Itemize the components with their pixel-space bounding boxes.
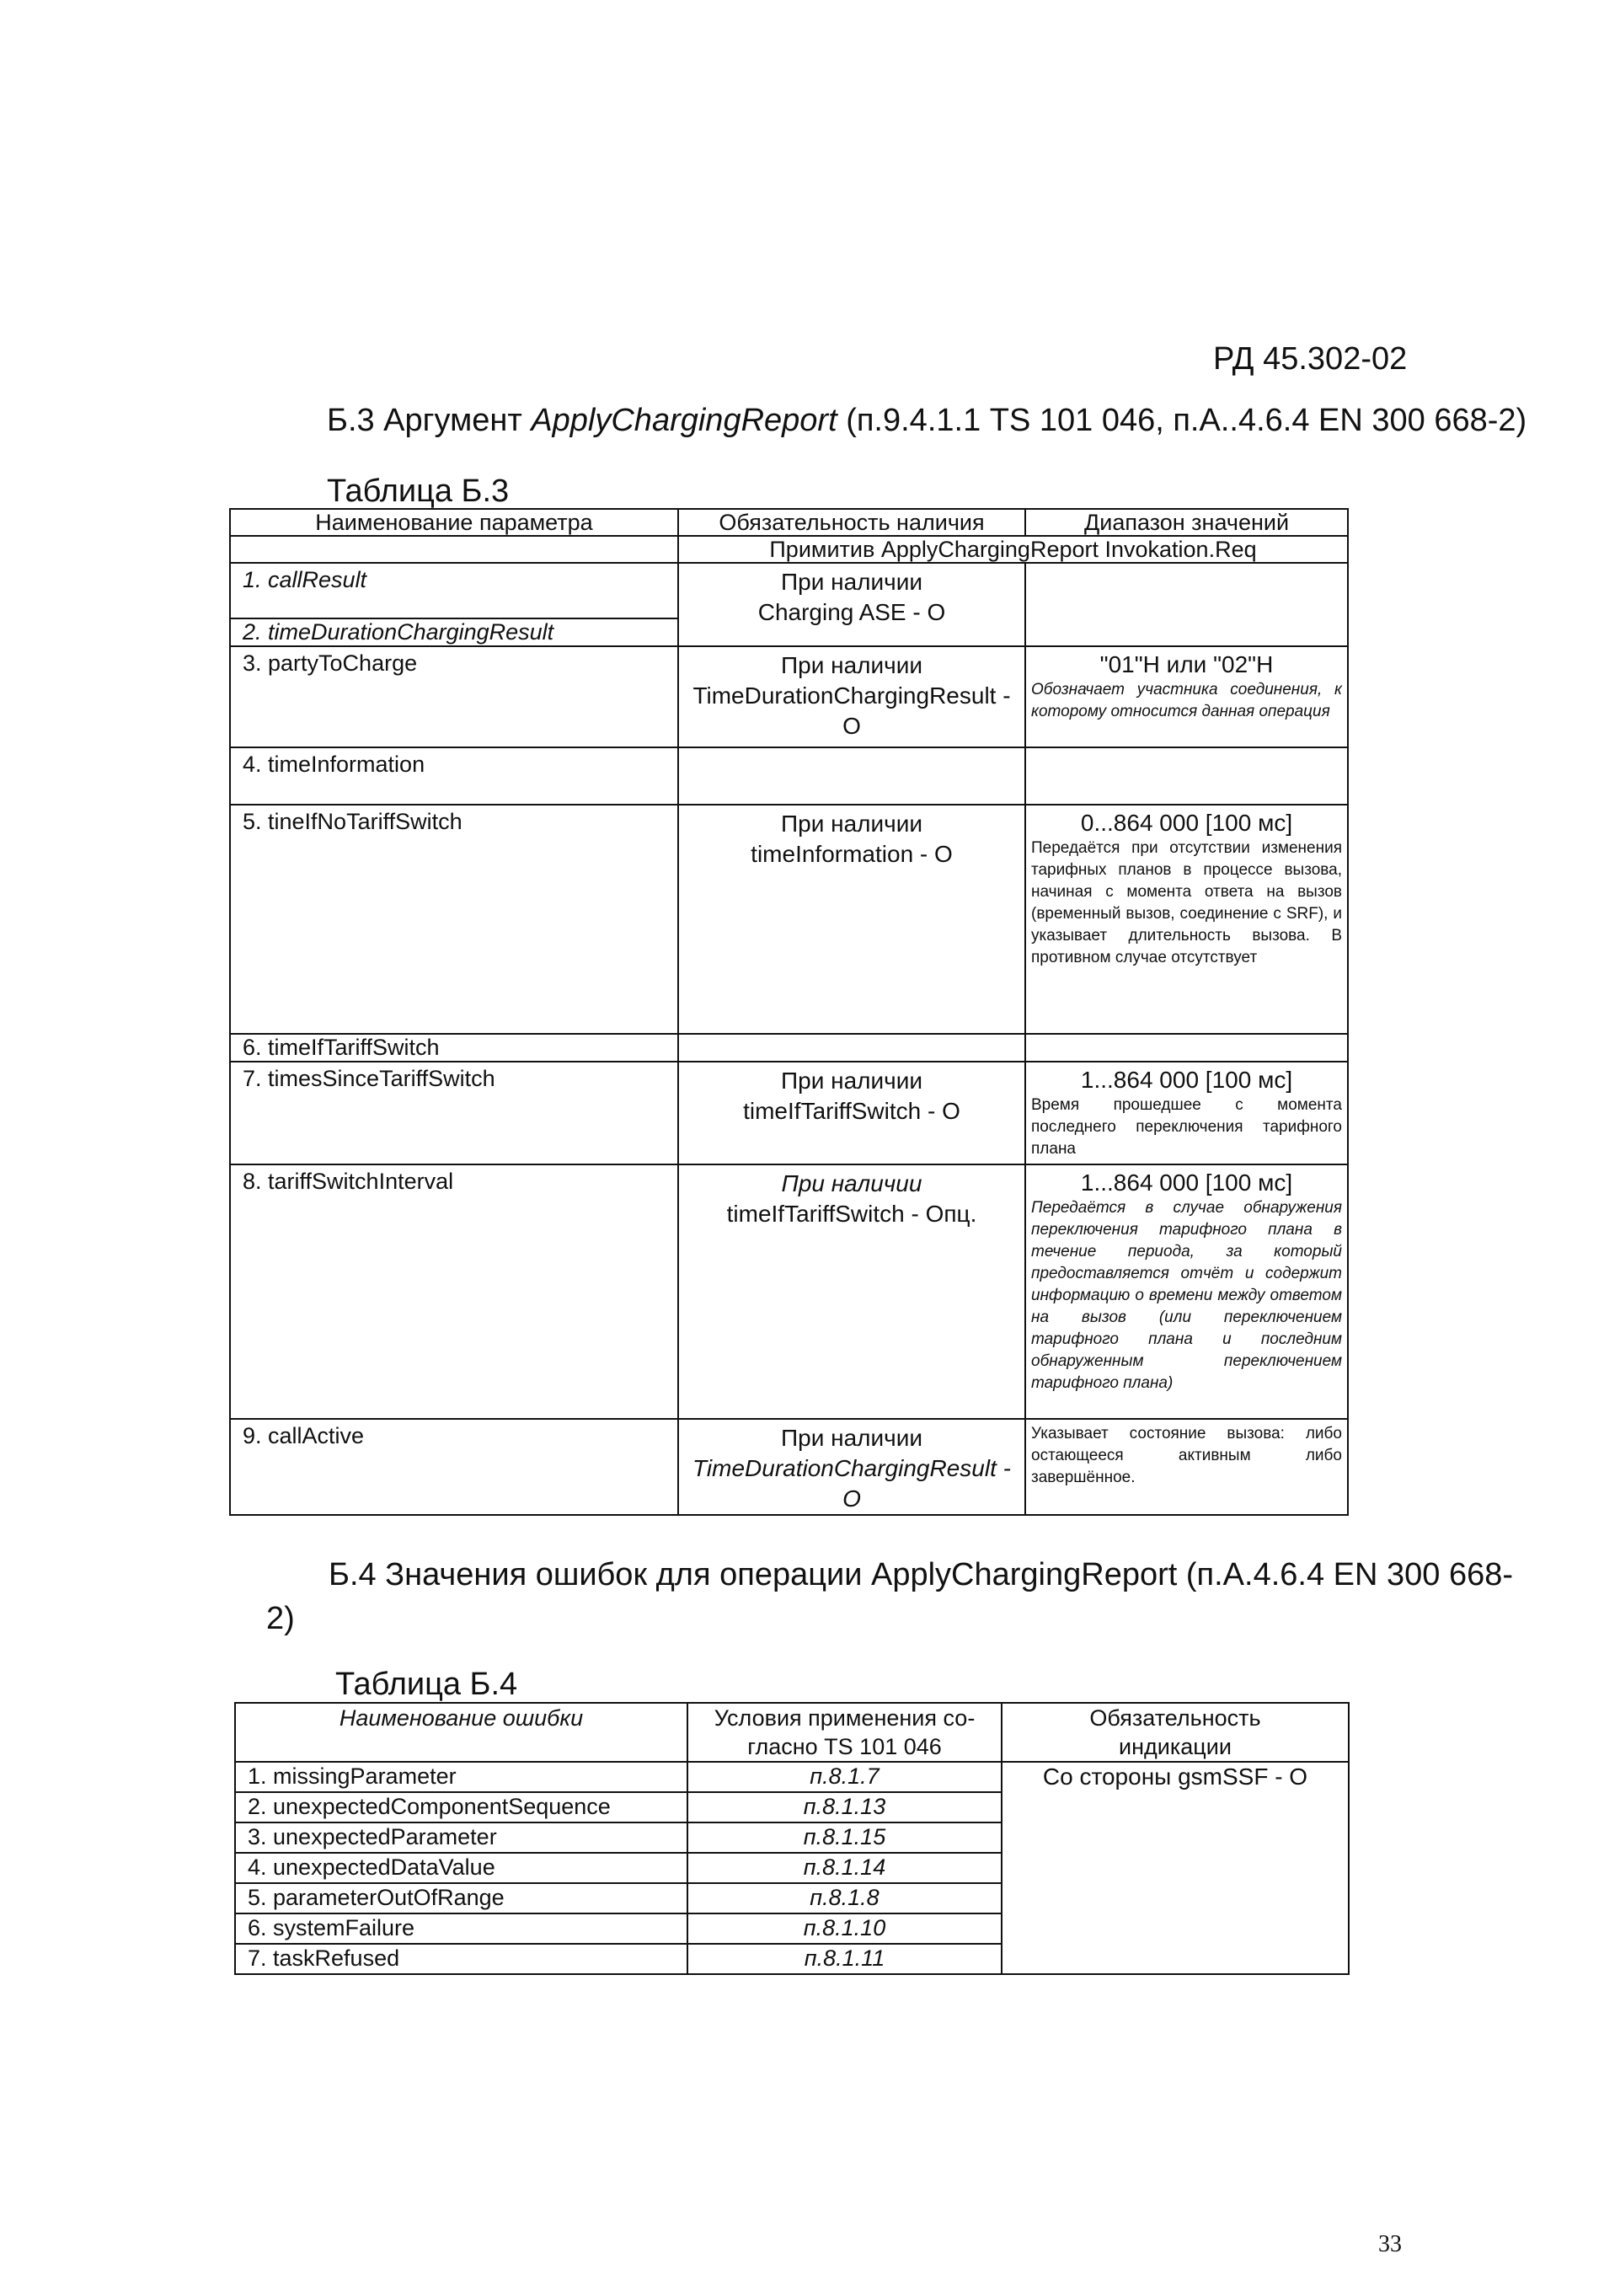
range-cell: 1...864 000 [100 мс] Время прошедшее с момента последнего переключения тарифного плана: [1025, 1062, 1348, 1164]
header-conditions: Условия применения со- гласно TS 101 046: [687, 1703, 1002, 1762]
empty-cell: [1025, 747, 1348, 805]
header-error-name: Наименование ошибки: [235, 1703, 687, 1762]
heading-prefix: Б.3 Аргумент: [327, 403, 522, 438]
range-cell-empty: [1025, 563, 1348, 646]
section-b4-heading-cont: 2): [266, 1601, 295, 1636]
page-number: 33: [1378, 2231, 1402, 2257]
table-row-cond: п.8.1.15: [687, 1822, 1002, 1853]
header-indication: Обязательность индикации: [1002, 1703, 1349, 1762]
header-obligation: Обязательность наличия: [678, 509, 1025, 536]
table-row-name: 1. callResult: [230, 563, 678, 618]
header-primitive: Примитив ApplyChargingReport Invokation.Req: [678, 536, 1348, 563]
obligation-cell: Со стороны gsmSSF - O: [1002, 1762, 1349, 1974]
table-row-name: 4. timeInformation: [230, 747, 678, 805]
table-row-name: 9. callActive: [230, 1419, 678, 1515]
table-b3-caption: Таблица Б.3: [327, 474, 510, 509]
obligation-cell: При наличии Charging ASE - O: [678, 563, 1025, 646]
obligation-cell: При наличии timeIfTariffSwitch - Опц.: [678, 1164, 1025, 1419]
obligation-cell: При наличии TimeDurationChargingResult - O: [678, 646, 1025, 747]
table-row-name: 2. unexpectedComponentSequence: [235, 1792, 687, 1822]
table-row-name: 3. unexpectedParameter: [235, 1822, 687, 1853]
table-row-name: 6. systemFailure: [235, 1913, 687, 1944]
heading-suffix: (п.9.4.1.1 TS 101 046, п.А..4.6.4 EN 300 668-2): [846, 403, 1527, 438]
table-row-name: 7. timesSinceTariffSwitch: [230, 1062, 678, 1164]
table-row-name: 5. tineIfNoTariffSwitch: [230, 805, 678, 1034]
table-row-cond: п.8.1.8: [687, 1883, 1002, 1913]
table-row-cond: п.8.1.14: [687, 1853, 1002, 1883]
section-b3-heading: [327, 403, 1526, 439]
table-row-name: 5. parameterOutOfRange: [235, 1883, 687, 1913]
table-row-name: 4. unexpectedDataValue: [235, 1853, 687, 1883]
range-cell: "01"H или "02"H Обозначает участника соединения, к которому относится данная операция: [1025, 646, 1348, 747]
obligation-cell: При наличии timeInformation - O: [678, 805, 1025, 1034]
header-empty-cell: [230, 536, 678, 563]
table-row-cond: п.8.1.13: [687, 1792, 1002, 1822]
section-b4-heading: Б.4 Значения ошибок для операции ApplyChargingReport (п.А.4.6.4 EN 300 668-: [329, 1557, 1513, 1592]
heading-operation: ApplyChargingReport: [531, 403, 837, 438]
obligation-cell: При наличии timeIfTariffSwitch - O: [678, 1062, 1025, 1164]
header-range: Диапазон значений: [1025, 509, 1348, 536]
table-row-cond: п.8.1.11: [687, 1944, 1002, 1974]
table-row-name: 1. missingParameter: [235, 1762, 687, 1792]
range-cell: Указывает состояние вызова: либо остающееся активным либо завершённое.: [1025, 1419, 1348, 1515]
empty-cell: [678, 747, 1025, 805]
table-row-name: 7. taskRefused: [235, 1944, 687, 1974]
table-row-name: 2. timeDurationChargingResult: [230, 618, 678, 646]
range-cell: 1...864 000 [100 мс] Передаётся в случае обнаружения переключения тарифного плана в течение периода, за который предоставляется отчёт и содержит информацию о времени между ответом на вызов (или переключением тарифного плана и последним обнаруженным переключением тарифного плана): [1025, 1164, 1348, 1419]
table-b3: [229, 508, 1349, 1516]
table-row-name: 8. tariffSwitchInterval: [230, 1164, 678, 1419]
table-row-cond: п.8.1.10: [687, 1913, 1002, 1944]
obligation-cell: При наличии TimeDurationChargingResult - O: [678, 1419, 1025, 1515]
table-b4: [234, 1702, 1350, 1975]
empty-cell: [1025, 1034, 1348, 1062]
table-row-name: 6. timeIfTariffSwitch: [230, 1034, 678, 1062]
table-row-cond: п.8.1.7: [687, 1762, 1002, 1792]
table-b4-caption: Таблица Б.4: [335, 1667, 518, 1702]
document-code: РД 45.302-02: [1213, 341, 1408, 377]
range-cell: 0...864 000 [100 мс] Передаётся при отсутствии изменения тарифных планов в процессе вызова, начиная с момента ответа на вызов (временный вызов, соединение с SRF), и указывает длительность вызова. В противном случае отсутствует: [1025, 805, 1348, 1034]
table-row-name: 3. partyToCharge: [230, 646, 678, 747]
empty-cell: [678, 1034, 1025, 1062]
header-parameter-name: Наименование параметра: [230, 509, 678, 536]
